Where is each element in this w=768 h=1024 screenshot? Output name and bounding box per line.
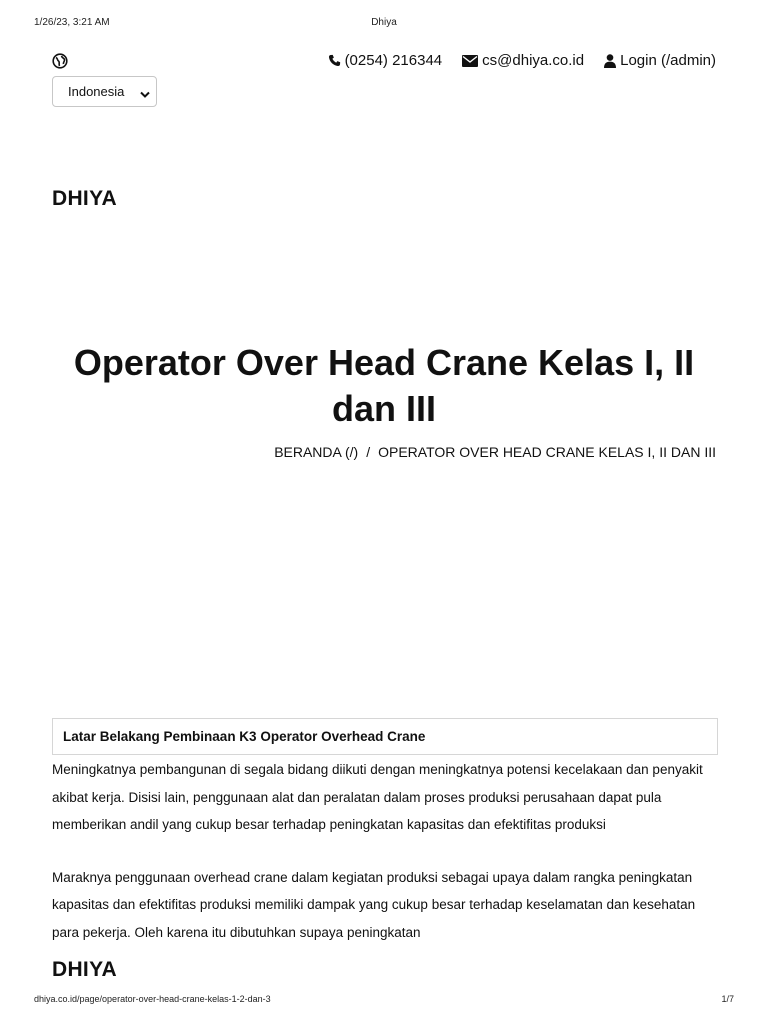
section-heading: Latar Belakang Pembinaan K3 Operator Overhead Crane [52,718,718,755]
topbar [52,52,716,72]
phone-link[interactable] [328,52,443,69]
envelope-icon [462,55,478,67]
phone-number: (0254) 216344 [344,52,443,69]
print-footer [34,994,734,1008]
contact-bar [328,52,716,69]
breadcrumb-home[interactable]: BERANDA (/) [274,444,359,460]
paragraph: Meningkatnya pembangunan di segala bidang diikuti dengan meningkatnya potensi kecelakaan dan penyakit akibat kerja. Disisi lain, penggunaan alat dan peralatan dalam proses produksi perusahaan dapat pula memberikan andil yang cukup besar terhadap peningkatan kapasitas dan efektifitas produksi [52,762,703,832]
user-icon [604,54,616,68]
article-content [52,756,718,971]
print-tab-title: Dhiya [371,17,397,28]
email-address: cs@dhiya.co.id [482,52,585,69]
breadcrumb-separator: / [366,444,371,460]
page-title-line-2: dan III [331,388,436,429]
page-title [40,340,728,432]
breadcrumb [274,444,716,460]
breadcrumb-current: OPERATOR OVER HEAD CRANE KELAS I, II DAN III [378,444,716,460]
language-selected: Indonesia [68,84,125,99]
print-datetime: 1/26/23, 3:21 AM [34,17,110,28]
print-url: dhiya.co.id/page/operator-over-head-crane-kelas-1-2-dan-3 [34,994,271,1004]
chevron-down-icon [140,87,150,102]
email-link[interactable] [462,52,584,69]
page-title-line-1: Operator Over Head Crane Kelas I, II [73,342,695,383]
print-header [34,17,734,31]
globe-icon[interactable] [52,53,68,69]
login-link[interactable] [604,52,716,69]
sticky-brand-logo[interactable]: DHIYA [52,958,117,981]
login-label: Login (/admin) [620,52,716,69]
brand-logo[interactable]: DHIYA [52,187,117,210]
paragraph: Maraknya penggunaan overhead crane dalam kegiatan produksi sebagai upaya dalam rangka peningkatan kapasitas dan efektifitas produksi memiliki dampak yang cukup besar terhadap keselamatan dan kesehatan para pekerja. Oleh karena itu dibutuhkan supaya peningkatan [52,869,696,940]
print-page-indicator: 1/7 [721,994,734,1004]
phone-icon [328,54,341,67]
language-select[interactable] [52,76,157,107]
